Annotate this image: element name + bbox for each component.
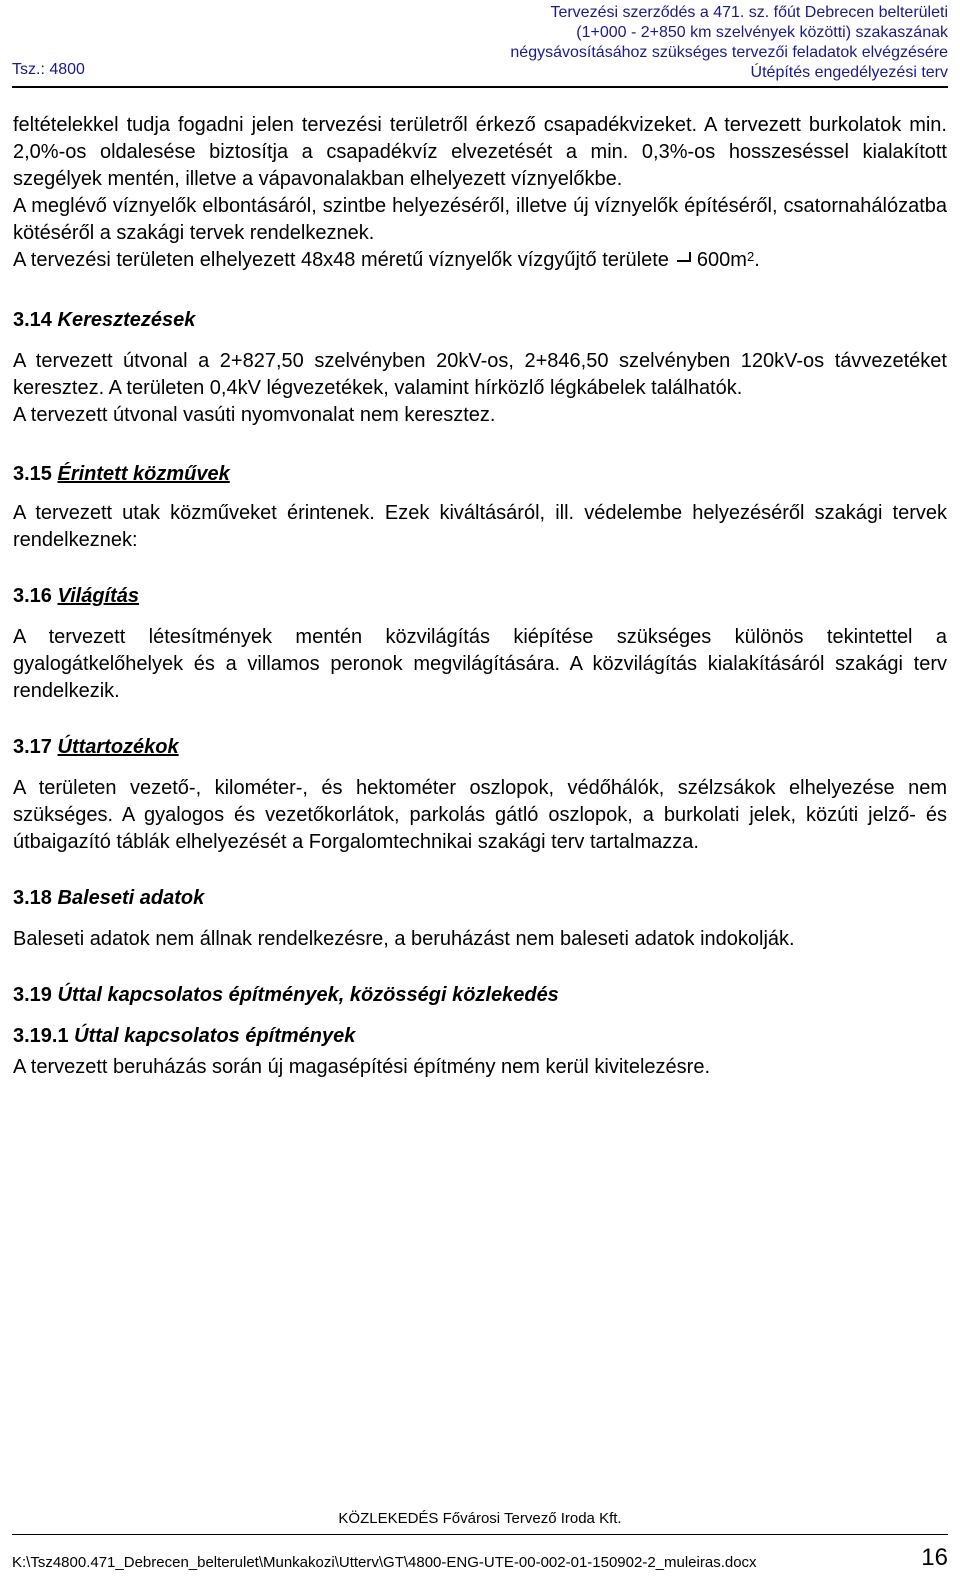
section-3-18-paragraph-1: Baleseti adatok nem állnak rendelkezésre, a beruházást nem baleseti adatok indokolják.	[13, 928, 795, 950]
catchment-unit-superscript: 2	[746, 249, 755, 264]
section-number: 3.17	[13, 736, 52, 758]
section-3-15-paragraph-1: A tervezett utak közműveket érintenek. Ezek kiváltásáról, ill. védelembe helyezéséről szakági tervek rendelkeznek:	[13, 502, 947, 551]
page-number: 16	[921, 1544, 948, 1571]
section-title: Úttartozékok	[57, 736, 179, 758]
section-3-17-heading	[13, 734, 947, 761]
section-title: Baleseti adatok	[57, 887, 205, 909]
page-header	[12, 0, 948, 86]
section-number: 3.16	[13, 585, 52, 607]
document-body	[13, 112, 947, 1081]
header-line-4: Útépítés engedélyezési terv	[750, 64, 948, 81]
section-3-16-heading	[13, 583, 947, 610]
intro-paragraph-3-text: A tervezési területen elhelyezett 48x48 méretű víznyelők vízgyűjtő területe	[13, 249, 669, 271]
section-number: 3.19	[13, 984, 52, 1006]
section-title: Érintett közművek	[57, 463, 230, 485]
footer-file-path: K:\Tsz4800.471_Debrecen_belterulet\Munkakozi\Utterv\GT\4800-ENG-UTE-00-002-01-150902-2_muleiras.docx	[12, 1554, 757, 1571]
section-number: 3.14	[13, 309, 52, 331]
less-or-equal-symbol	[675, 249, 693, 269]
section-number: 3.18	[13, 887, 52, 909]
section-number: 3.15	[13, 463, 52, 485]
header-line-3: négysávosításához szükséges tervezői feladatok elvégzésére	[510, 44, 948, 61]
section-title: Keresztezések	[57, 309, 196, 331]
section-3-16-paragraph-1: A tervezett létesítmények mentén közvilágítás kiépítése szükséges különös tekintettel a gyalogátkelőhelyek és a villamos peronok megvilágítására. A közvilágítás kialakításáról szakági terv rendelkezik.	[13, 626, 947, 702]
footer-company: KÖZLEKEDÉS Fővárosi Tervező Iroda Kft.	[338, 1510, 622, 1527]
header-line-1: Tervezési szerződés a 471. sz. főút Debrecen belterületi	[550, 4, 948, 21]
footer-divider	[12, 1534, 948, 1535]
header-divider	[12, 86, 948, 88]
catchment-value: 600m	[696, 249, 747, 271]
intro-paragraph-1: feltételekkel tudja fogadni jelen tervezési területről érkező csapadékvizeket. A tervezett burkolatok min. 2,0%-os oldalesése biztosítja a csapadékvíz elvezetését a min. 0,3%-os hosszeséssel kialakított szegélyek mentén, illetve a vápavonalakban elhelyezett víznyelőkbe.	[13, 114, 947, 190]
section-3-19-1-paragraph-1: A tervezett beruházás során új magasépítési építmény nem kerül kivitelezésre.	[13, 1056, 711, 1078]
tsz-number: Tsz.: 4800	[12, 61, 85, 78]
section-title: Világítás	[57, 585, 140, 607]
section-title: Úttal kapcsolatos építmények, közösségi közlekedés	[57, 984, 559, 1006]
section-3-18-heading	[13, 885, 947, 912]
intro-paragraph-2: A meglévő víznyelők elbontásáról, szintbe helyezéséről, illetve új víznyelők építéséről, csatornahálózatba kötéséről a szakági tervek rendelkeznek.	[13, 195, 947, 244]
header-title-block	[510, 3, 948, 83]
section-3-14-heading	[13, 307, 947, 334]
section-3-14-paragraph-2: A tervezett útvonal vasúti nyomvonalat nem keresztez.	[13, 404, 496, 426]
intro-paragraph-3	[13, 247, 947, 274]
section-number: 3.19.1	[13, 1025, 69, 1047]
section-title: Úttal kapcsolatos építmények	[74, 1025, 356, 1047]
section-3-19-1-heading	[13, 1023, 947, 1050]
header-line-2: (1+000 - 2+850 km szelvények közötti) szakaszának	[576, 24, 948, 41]
section-3-19-heading	[13, 982, 947, 1009]
section-3-15-heading	[13, 461, 947, 488]
intro-paragraph-3-end: .	[754, 249, 760, 271]
section-3-17-paragraph-1: A területen vezető-, kilométer-, és hektométer oszlopok, védőhálók, szélzsákok elhelyezése nem szükséges. A gyalogos és vezetőkorlátok, parkolás gátló oszlopok, a burkolati jelek, közúti jelző- és útbaigazító táblák elhelyezését a Forgalomtechnikai szakági terv tartalmazza.	[13, 777, 947, 853]
section-3-14-paragraph-1: A tervezett útvonal a 2+827,50 szelvényben 20kV-os, 2+846,50 szelvényben 120kV-os távvezetéket keresztez. A területen 0,4kV légvezetékek, valamint hírközlő légkábelek találhatók.	[13, 350, 947, 399]
